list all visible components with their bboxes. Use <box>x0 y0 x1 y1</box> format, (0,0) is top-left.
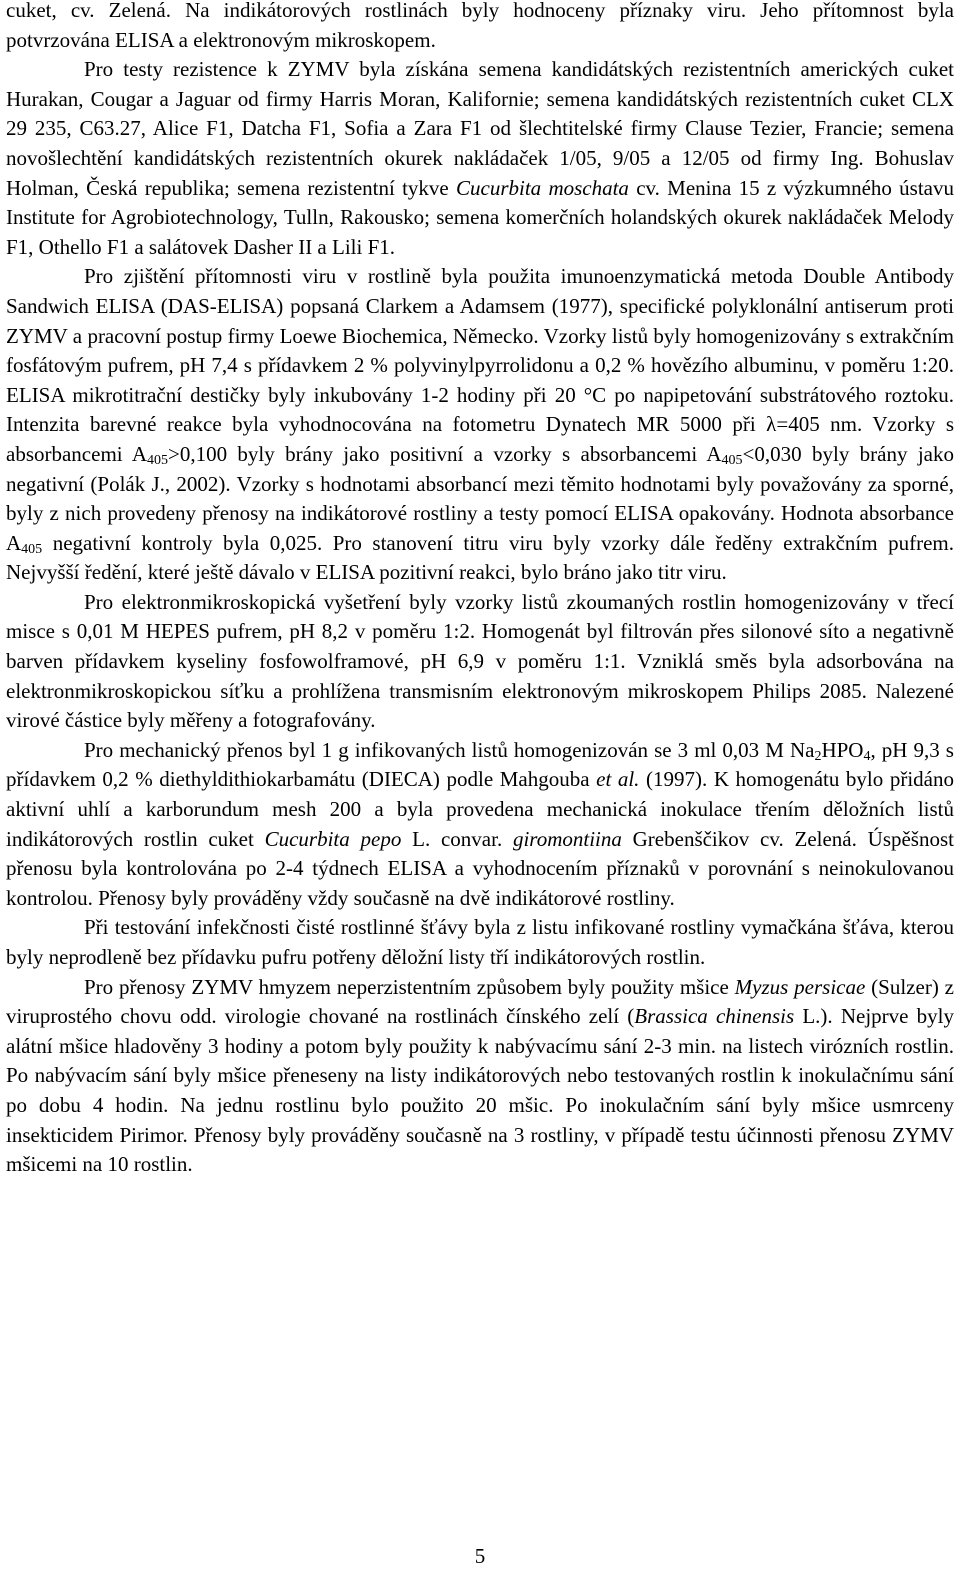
text-run: HPO <box>821 737 864 762</box>
subscript-text: 405 <box>21 541 43 557</box>
text-run: L. convar. <box>401 826 513 851</box>
text-run: , pH 9,3 s přídavkem 0,2 % diethyldithiokarbamátu (DIECA) podle Mahgouba <box>6 737 954 792</box>
text-run: cuket, cv. Zelená. Na indikátorových rostlinách byly hodnoceny příznaky viru. Jeho přítomnost byla potvrzována ELISA a elektronovým mikroskopem. <box>6 0 954 52</box>
text-run: Pro zjištění přítomnosti viru v rostlině byla použita imunoenzymatická metoda Double Antibody Sandwich ELISA (DAS-ELISA) popsaná Clarkem a Adamsem (1977), specifické polyklonální antiserum proti ZYMV a pracovní postup firmy Loewe Biochemica, Německo. Vzorky listů byly homogenizovány s extrakčním fosfátovým pufrem, pH 7,4 s přídavkem 2 % polyvinylpyrrolidonu a 0,2 % hovězího albuminu, v poměru 1:20. ELISA mikrotitrační destičky byly inkubovány 1-2 hodiny při 20 °C po napipetování substrátového roztoku. Intenzita barevné reakce byla vyhodnocována na fotometru Dynatech MR 5000 při λ=405 nm. Vzorky s absorbancemi A <box>6 264 954 466</box>
paragraph <box>6 973 954 1180</box>
italic-text: Brassica chinensis <box>634 1004 795 1029</box>
subscript-text: 4 <box>863 748 871 764</box>
italic-text: et al. <box>596 767 640 792</box>
text-run: negativní kontroly byla 0,025. Pro stanovení titru viru byly vzorky dále ředěny extrakčním pufrem. Nejvyšší ředění, které ještě dávalo v ELISA pozitivní reakci, bylo bráno jako titr viru. <box>6 530 954 585</box>
subscript-text: 405 <box>721 452 743 468</box>
subscript-text: 405 <box>146 452 168 468</box>
text-run: L.). Nejprve byly alátní mšice hladověny 3 hodiny a potom byly použity k nabývacímu sání 2-3 min. na listech virózních rostlin. Po nabývacím sání byly mšice přeneseny na listy indikátorových nebo testovaných rostlin k inokulačnímu sání po dobu 4 hodin. Na jednu rostlinu bylo použito 20 mšic. Po inokulačním sání byly mšice usmrceny insekticidem Pirimor. Přenosy byly prováděny současně na 3 rostliny, v případě testu účinnosti přenosu ZYMV mšicemi na 10 rostlin. <box>6 1004 954 1177</box>
page-number: 5 <box>474 1544 486 1568</box>
paragraph <box>6 736 954 914</box>
paragraph <box>6 913 954 972</box>
text-run: Pro elektronmikroskopická vyšetření byly vzorky listů zkoumaných rostlin homogenizovány v třecí misce s 0,01 M HEPES pufrem, pH 8,2 v poměru 1:2. Homogenát byl filtrován přes silonové síto a negativně barven přídavkem kyseliny fosfowolframové, pH 6,9 v poměru 1:1. Vzniklá směs byla adsorbována na elektronmikroskopickou síťku a prohlížena transmisním elektronovým mikroskopem Philips 2085. Nalezené virové částice byly měřeny a fotografovány. <box>6 589 954 733</box>
text-run: >0,100 byly brány jako positivní a vzorky s absorbancemi A <box>167 441 722 466</box>
text-run: Pro testy rezistence k ZYMV byla získána semena kandidátských rezistentních amerických cuket Hurakan, Cougar a Jaguar od firmy Harris Moran, Kalifornie; semena kandidátských rezistentních cuket CLX 29 235, C63.27, Alice F1, Datcha F1, Sofia a Zara F1 od šlechtitelské firmy Clause Tezier, Francie; semena novošlechtění kandidátských rezistentních okurek nakládaček 1/05, 9/05 a 12/05 od firmy Ing. Bohuslav Holman, Česká republika; semena rezistentní tykve <box>6 57 954 200</box>
italic-text: Cucurbita pepo <box>264 826 402 851</box>
text-run: Při testování infekčnosti čisté rostlinné šťávy byla z listu infikované rostliny vymačkána šťáva, kterou byly neprodleně bez přídavku pufru potřeny děložní listy tří indikátorových rostlin. <box>6 915 954 969</box>
text-run: <0,030 byly brány jako negativní (Polák J., 2002). Vzorky s hodnotami absorbancí mezi těmito hodnotami byly považovány za sporné, byly z nich provedeny přenosy na indikátorové rostliny a testy pomocí ELISA opakovány. Hodnota absorbance A <box>6 441 954 555</box>
document-body <box>6 0 954 1180</box>
subscript-text: 2 <box>814 748 822 764</box>
paragraph <box>6 262 954 588</box>
italic-text: Cucurbita moschata <box>456 175 629 200</box>
text-run: Pro mechanický přenos byl 1 g infikovaných listů homogenizován se 3 ml 0,03 M Na <box>84 737 815 762</box>
text-run: cv. Menina 15 z výzkumného ústavu Institute for Agrobiotechnology, Tulln, Rakousko; semena komerčních holandských okurek nakládaček Melody F1, Othello F1 a salátovek Dasher II a Lili F1. <box>6 175 954 259</box>
text-run: Grebenščikov cv. Zelená. Úspěšnost přenosu byla kontrolována po 2-4 týdnech ELISA a vyhodnocením příznaků v porovnání s neinokulovanou kontrolou. Přenosy byly prováděny vždy současně na dvě indikátorové rostliny. <box>6 826 954 910</box>
paragraph <box>6 55 954 262</box>
italic-text: giromontiina <box>512 826 622 851</box>
text-run: Pro přenosy ZYMV hmyzem neperzistentním způsobem byly použity mšice <box>84 974 735 999</box>
paragraph <box>6 588 954 736</box>
paragraph <box>6 0 954 55</box>
text-run: (1997). K homogenátu bylo přidáno aktivní uhlí a karborundum mesh 200 a byla provedena mechanická inokulace třením děložních listů indikátorových rostlin cuket <box>6 767 954 851</box>
text-run: (Sulzer) z viruprostého chovu odd. virologie chované na rostlinách čínského zelí ( <box>6 974 954 1029</box>
italic-text: Myzus persicae <box>734 974 866 999</box>
